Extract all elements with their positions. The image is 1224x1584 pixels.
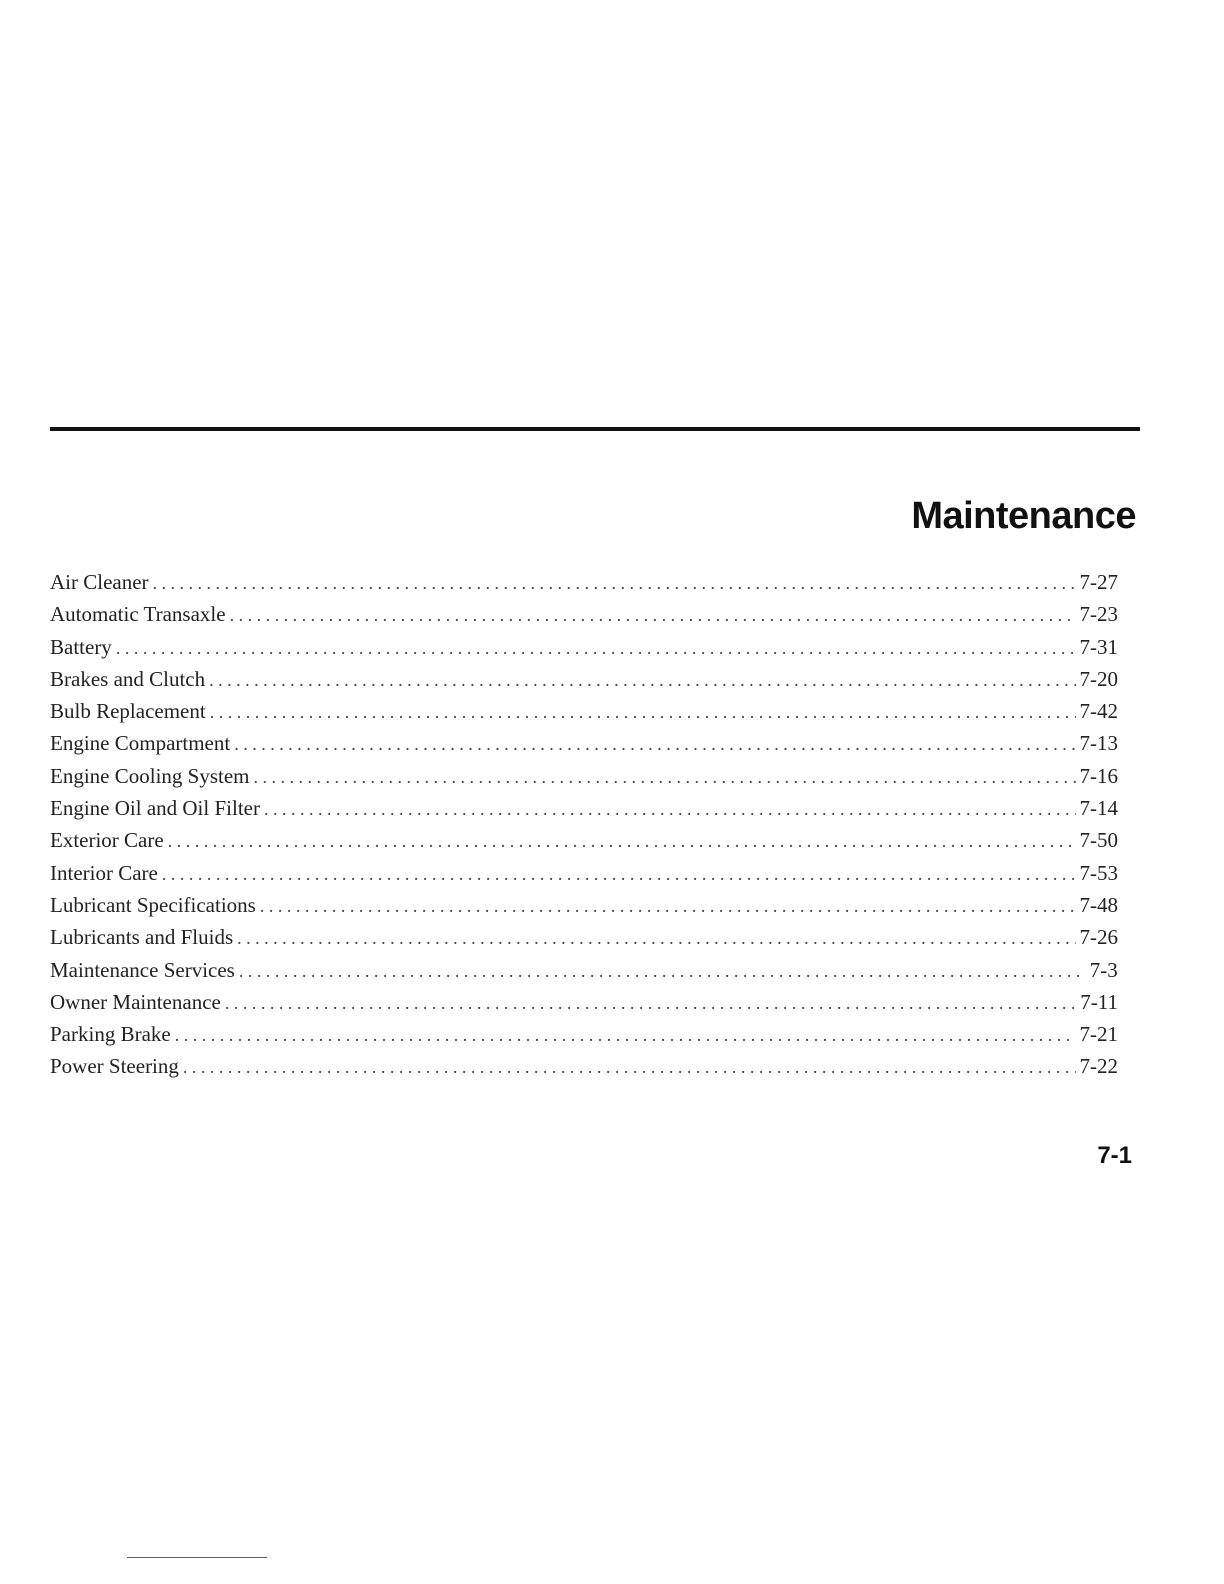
toc-entry[interactable] [50, 986, 1118, 1018]
toc-entry[interactable] [50, 921, 1118, 953]
toc-entry[interactable] [50, 760, 1118, 792]
toc-entry-label: Parking Brake [50, 1022, 171, 1047]
toc-entry-label: Interior Care [50, 860, 158, 885]
toc-entry-label: Owner Maintenance [50, 989, 221, 1014]
toc-entry-page: 7-53 [1079, 860, 1118, 885]
toc-entry-page: 7-27 [1079, 570, 1118, 594]
toc-entry-label: Engine Cooling System [50, 763, 250, 788]
chapter-divider-rule [50, 427, 1140, 431]
toc-entry[interactable] [50, 792, 1118, 824]
dot-leader [168, 825, 1076, 857]
toc-entry-page: 7-14 [1079, 796, 1118, 821]
toc-entry-page: 7-21 [1079, 1022, 1118, 1047]
toc-entry-label: Engine Oil and Oil Filter [50, 796, 260, 821]
toc-entry[interactable] [50, 663, 1118, 695]
toc-entry[interactable] [50, 598, 1118, 630]
toc-entry-label: Automatic Transaxle [50, 602, 226, 627]
toc-entry-label: Exterior Care [50, 828, 164, 853]
dot-leader [175, 1019, 1076, 1051]
toc-entry[interactable] [50, 631, 1118, 663]
toc-entry-page: 7-13 [1079, 731, 1118, 756]
toc-entry-page: 7-26 [1079, 925, 1118, 950]
toc-entry-label: Lubricant Specifications [50, 892, 256, 917]
toc-entry-page: 7-16 [1079, 763, 1118, 788]
toc-entry[interactable] [50, 727, 1118, 759]
chapter-title: Maintenance [911, 495, 1136, 537]
toc-entry-page: 7-3 [1089, 957, 1118, 982]
dot-leader [260, 890, 1076, 922]
dot-leader [210, 696, 1076, 728]
toc-entry-label: Air Cleaner [50, 570, 149, 594]
toc-entry-label: Bulb Replacement [50, 699, 206, 724]
toc-entry-page: 7-11 [1080, 989, 1118, 1014]
dot-leader [230, 599, 1076, 631]
dot-leader [254, 761, 1076, 793]
toc-entry[interactable] [50, 824, 1118, 856]
toc-entry[interactable] [50, 889, 1118, 921]
dot-leader [237, 922, 1075, 954]
toc-entry-page: 7-20 [1079, 666, 1118, 691]
toc-entry-page: 7-31 [1079, 634, 1118, 659]
toc-entry[interactable] [50, 954, 1118, 986]
dot-leader [264, 793, 1076, 825]
page-number: 7-1 [1097, 1142, 1132, 1169]
toc-entry-page: 7-48 [1079, 892, 1118, 917]
table-of-contents [50, 566, 1118, 1083]
dot-leader [153, 567, 1076, 599]
toc-entry[interactable] [50, 695, 1118, 727]
toc-entry[interactable] [50, 857, 1118, 889]
toc-entry[interactable] [50, 1050, 1118, 1082]
toc-entry-label: Power Steering [50, 1054, 179, 1079]
dot-leader [116, 632, 1076, 664]
toc-entry-label: Brakes and Clutch [50, 666, 206, 691]
toc-entry[interactable] [50, 1018, 1118, 1050]
toc-entry-label: Battery [50, 634, 112, 659]
toc-entry-label: Maintenance Services [50, 957, 235, 982]
dot-leader [162, 858, 1076, 890]
footer-rule [127, 1557, 267, 1558]
dot-leader [183, 1051, 1076, 1083]
toc-entry-page: 7-50 [1079, 828, 1118, 853]
dot-leader [234, 728, 1075, 760]
toc-entry-page: 7-42 [1079, 699, 1118, 724]
toc-entry-page: 7-22 [1079, 1054, 1118, 1079]
toc-entry-label: Engine Compartment [50, 731, 231, 756]
toc-entry-label: Lubricants and Fluids [50, 925, 234, 950]
dot-leader [239, 955, 1086, 987]
dot-leader [209, 664, 1075, 696]
toc-entry-page: 7-23 [1079, 602, 1118, 627]
toc-entry[interactable] [50, 566, 1118, 598]
dot-leader [225, 987, 1076, 1019]
